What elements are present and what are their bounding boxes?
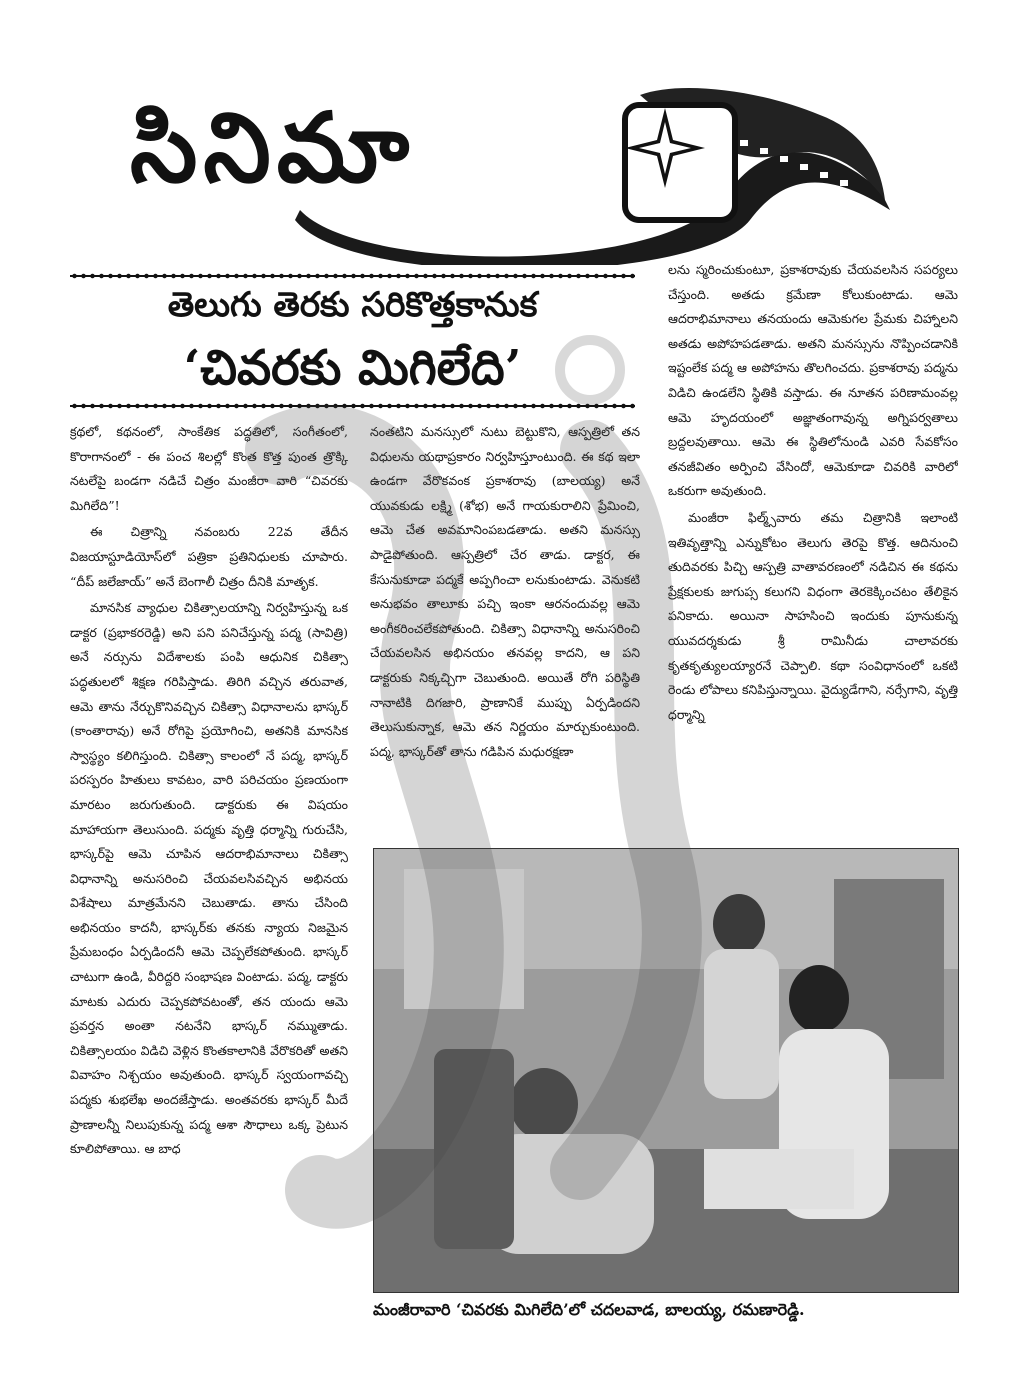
article-column-3 <box>668 258 958 830</box>
paragraph: క్రథలో, కథనంలో, సాంకేతిక పద్ధతిలో, సంగీతంలో, కొరాగానంలో - ఈ పంచ శిలల్లో కొంత కొత్త పుంత త్రొక్కి నటలేపై బండగా నడిచే చిత్రం మంజీరా వారి “చివరకు మిగిలేది”! <box>70 424 348 513</box>
paragraph: నంతటిని మనస్సులో నుటు బెట్టుకొని, ఆస్పత్రిలో తన విధులను యథాప్రకారం నిర్వహిస్తూంటుంది. ఈ కథ ఇలా ఉండగా వేరొకవంక ప్రకాశరావు (బాలయ్య) అనే యువకుడు లక్ష్మి (శోభ) అనే గాయకురాలిని ప్రేమించి, ఆమె చేత అవమానింపబడతాడు. అతని మనస్సు పాడైపోతుంది. ఆస్పత్రిలో చేర తాడు. డాక్టర, ఈ కేసునుకూడా పద్మకే అప్పగించా లనుకుంటాడు. వెనుకటి అనుభవం తాలూకు పచ్చి ఇంకా ఆరనందువల్ల ఆమె అంగీకరించలేకపోతుంది. చికిత్సా విధానాన్ని అనుసరించి చేయవలసిన అభినయం తనవల్ల కాదని, ఆ పని డాక్టరుకు నిక్కచ్చిగా చెబుతుంది. అయితే రోగి పరిస్థితి నానాటికి దిగజారి, ప్రాణానికే ముప్పు ఏర్పడిందని తెలుసుకున్నాక, ఆమె తన నిర్ణయం మార్చుకుంటుంది. పద్మ, భాస్కర్‌తో తాను గడిపిన మధురక్షణా <box>370 424 640 759</box>
paragraph: మంజీరా ఫిల్మ్స్‌వారు తమ చిత్రానికి ఇలాంటి ఇతివృత్తాన్ని ఎన్నుకోటం తెలుగు తెరపై కొత్త. ఆదినుంచి తుదివరకు పిచ్చి ఆస్పత్రి వాతావరణంలో నడిచిన ఈ కథను ప్రేక్షకులకు జుగుప్స కలుగని విధంగా తెరకెక్కించటం తేలికైన పనికాదు. అయినా సాహసించి ఇందుకు పూనుకున్న యువదర్శకుడు శ్రీ రామినీడు చాలావరకు కృతకృత్యులయ్యారనే చెప్పాలి. కథా సంవిధానంలో ఒకటి రెండు లోపాలు కనిపిస్తున్నాయి. వైద్యుడేగాని, నర్సేగాని, వృత్తి ధర్మాన్ని <box>668 509 958 722</box>
divider-rule <box>70 402 635 410</box>
masthead <box>120 60 900 265</box>
article-column-1 <box>70 420 348 1345</box>
photo-caption: మంజీరావారి ‘చివరకు మిగిలేది’లో చదలవాడ, బాలయ్య, రమణారెడ్డి. <box>373 1300 805 1319</box>
article-headline: ‘చివరకు మిగిలేది’ <box>183 340 522 396</box>
article-column-2 <box>370 420 640 830</box>
paragraph: మానసిక వ్యాధుల చికిత్సాలయాన్ని నిర్వహిస్తున్న ఒక డాక్టర (ప్రభాకరరెడ్డి) అని పని పనిచేస్తున్న పద్మ (సావిత్రి) అనే నర్సును విదేశాలకు పంపి ఆధునిక చికిత్సా పద్ధతులలో శిక్షణ గరిపిస్తాడు. తిరిగి వచ్చిన తరువాత, ఆమె తాను నేర్చుకొనివచ్చిన చికిత్సా విధానాలను భాస్కర్ (కాంతారావు) అనే రోగిపై ప్రయోగించి, అతనికి మానసిక స్వాస్థ్యం కలిగిస్తుంది. చికిత్సా కాలంలో నే పద్మ, భాస్కర్ పరస్పరం హితులు కావటం, వారి పరిచయం ప్రణయంగా మారటం జరుగుతుంది. డాక్టరుకు ఈ విషయం మాహాయగా తెలుసుంది. పద్మకు వృత్తి ధర్మాన్ని గురుచేసి, భాస్కర్‌పై ఆమె చూపిన ఆదరాభిమానాలు చికిత్సా విధానాన్ని అనుసరించి చేయవలసివచ్చిన అభినయ విశేషాలు మాత్రమేనని చెబుతాడు. తాను చేసింది అభినయం కాదనీ, భాస్కర్‌కు తనకు న్యాయ నిజమైన ప్రేమబంధం ఏర్పడిందనీ ఆమె చెప్పలేకపోతుంది. భాస్కర్ చాటుగా ఉండి, వీరిద్దరి సంభాషణ వింటాడు. పద్మ, డాక్టరు మాటకు ఎదురు చెప్పకపోవటంతో, తన యందు ఆమె ప్రవర్తన అంతా నటనేని భాస్కర్ నమ్ముతాడు. చికిత్సాలయం విడిచి వెళ్లిన కొంతకాలానికి వేరొకరితో అతని వివాహం నిశ్చయం అవుతుంది. భాస్కర్ స్వయంగావచ్చి పద్మకు శుభలేఖ అందజేస్తాడు. అంతవరకు భాస్కర్ మీదే ప్రాణాలన్నీ నిలుపుకున్న పద్మ ఆశా సౌధాలు ఒక్క ప్రెటున కూలిపోతాయి. ఆ బాధ <box>70 600 348 1157</box>
article-kicker: తెలుగు తెరకు సరికొత్తకానుక <box>167 285 538 325</box>
paragraph: ఈ చిత్రాన్ని నవంబరు 22వ తేదీన విజయాస్టూడియోస్‌లో పత్రికా ప్రతినిధులకు చూపారు. “దీప్ జలేజాయ్” అనే బెంగాలీ చిత్రం దీనికి మాతృక. <box>70 524 348 589</box>
paragraph: లను స్మరించుకుంటూ, ప్రకాశరావుకు చేయవలసిన సపర్యలు చేస్తుంది. అతడు క్రమేణా కోలుకుంటాడు. ఆమె ఆదరాభిమానాలు తనయందు ఆమెకుగల ప్రేమకు చిహ్నాలని అతడు అపోహపడతాడు. అతని మనస్సును నొప్పించడానికి ఇష్టంలేక పద్మ ఆ అపోహను తొలగించదు. ప్రకాశరావు పద్మను విడిచి ఉండలేని స్థితికి వస్తాడు. ఈ నూతన పరిణామంవల్ల ఆమె హృదయంలో అజ్ఞాతంగావున్న అగ్నిపర్వతాలు బ్రద్దలవుతాయి. ఆమె ఈ స్థితిలోనుండి ఎవరి సేవకోసం తనజీవితం అర్పించి వేసిందో, ఆమెకూడా చివరికి వారిలో ఒకరుగా అవుతుంది. <box>668 262 958 499</box>
film-still-photo <box>373 848 959 1293</box>
divider-rule <box>70 272 635 280</box>
masthead-title: సినిమా <box>130 91 416 204</box>
